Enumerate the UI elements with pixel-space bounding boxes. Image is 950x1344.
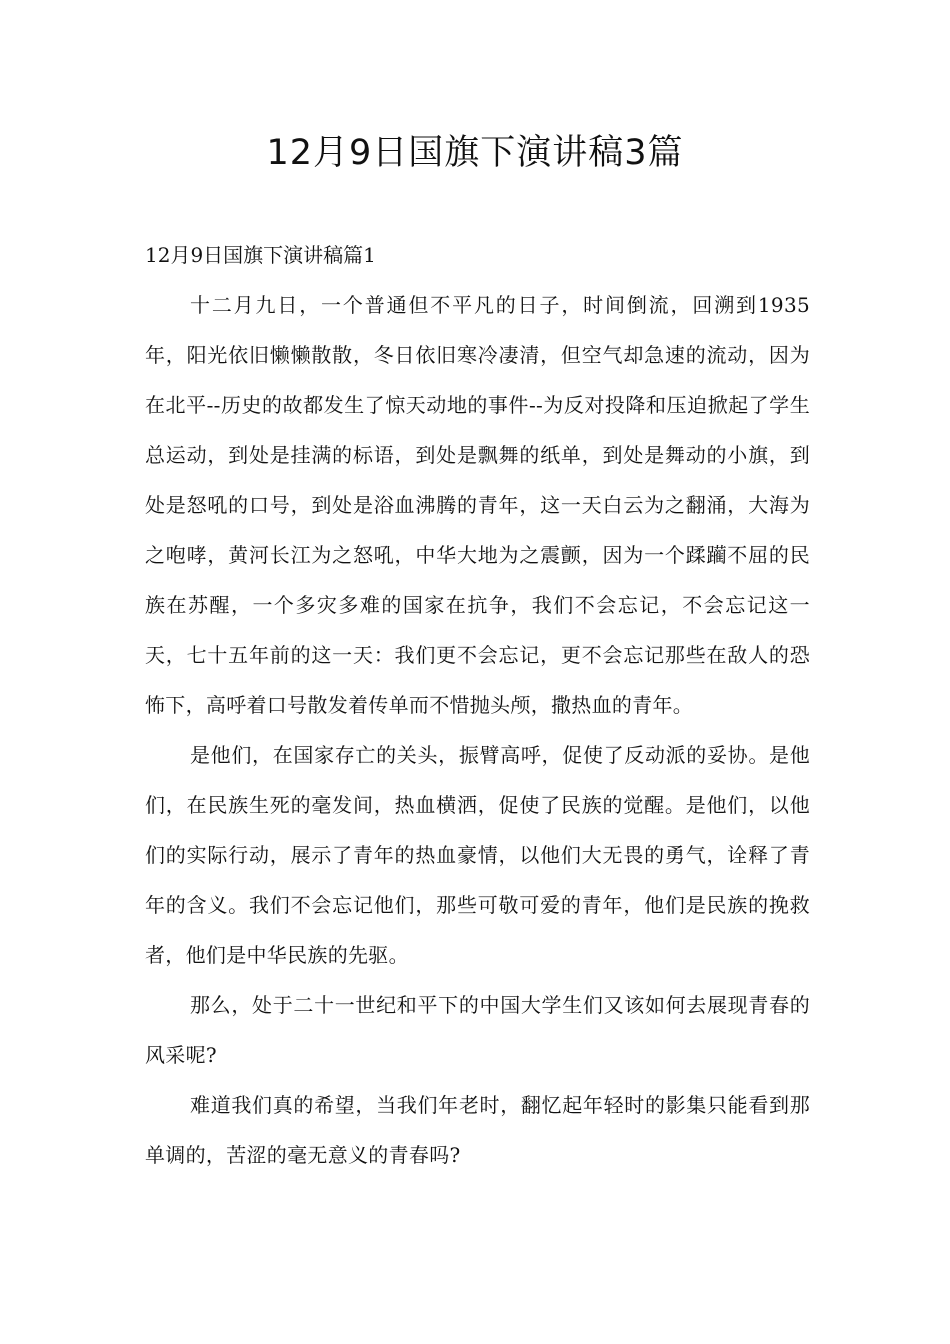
paragraph-2: 是他们，在国家存亡的关头，振臂高呼，促使了反动派的妥协。是他们，在民族生死的毫发间，热血横洒，促使了民族的觉醒。是他们，以他们的实际行动，展示了青年的热血豪情，以他们大无畏的勇气，诠释了青年的含义。我们不会忘记他们，那些可敬可爱的青年，他们是民族的挽救者，他们是中华民族的先驱。 [145, 743, 810, 967]
paragraph-1: 十二月九日，一个普通但不平凡的日子，时间倒流，回溯到1935年，阳光依旧懒懒散散，冬日依旧寒冷凄清，但空气却急速的流动，因为在北平--历史的故都发生了惊天动地的事件--为反对投降和压迫掀起了学生总运动，到处是挂满的标语，到处是飘舞的纸单，到处是舞动的小旗，到处是怒吼的口号，到处是浴血沸腾的青年，这一天白云为之翻涌，大海为之咆哮，黄河长江为之怒吼，中华大地为之震颤，因为一个蹂躏不屈的民族在苏醒，一个多灾多难的国家在抗争，我们不会忘记，不会忘记这一天，七十五年前的这一天：我们更不会忘记，更不会忘记那些在敌人的恐怖下，高呼着口号散发着传单而不惜抛头颅，撒热血的青年。 [145, 293, 810, 717]
document-body [145, 230, 810, 1180]
document-title: 12月9日国旗下演讲稿3篇 [266, 133, 684, 173]
section-heading: 12月9日国旗下演讲稿篇1 [145, 243, 376, 267]
paragraph-3: 那么，处于二十一世纪和平下的中国大学生们又该如何去展现青春的风采呢? [145, 993, 810, 1067]
paragraph-4: 难道我们真的希望，当我们年老时，翻忆起年轻时的影集只能看到那单调的，苦涩的毫无意义的青春吗? [145, 1093, 810, 1167]
